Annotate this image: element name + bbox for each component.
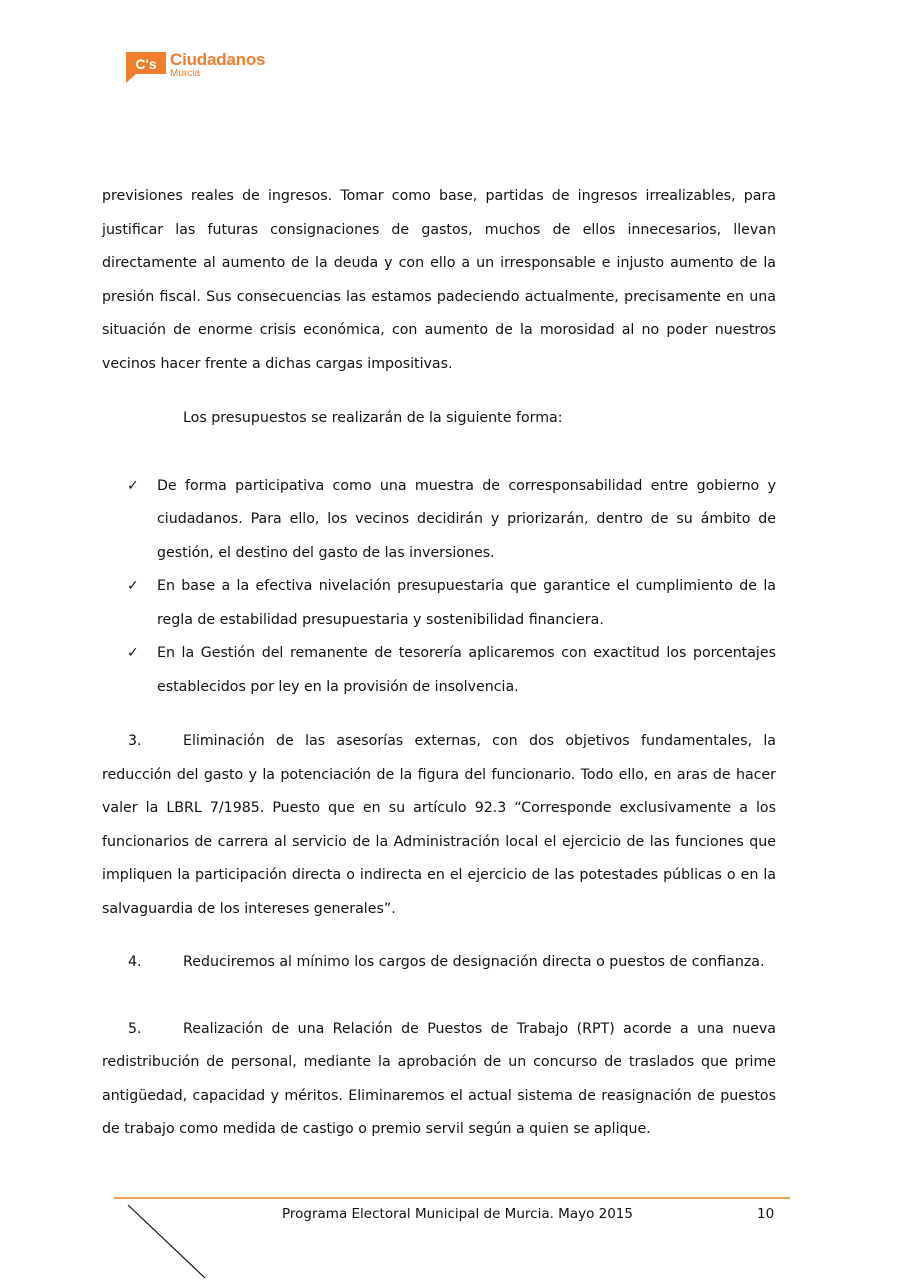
item-number: 3. <box>128 733 142 749</box>
budget-intro: Los presupuestos se realizarán de la siguiente forma: <box>183 410 563 426</box>
footer-rule <box>114 1197 790 1199</box>
footer-text: Programa Electoral Municipal de Murcia. Mayo 2015 <box>282 1206 633 1222</box>
logo-badge <box>124 50 168 84</box>
checkmark-icon: ✓ <box>127 477 139 494</box>
checklist-item-text: En base a la efectiva nivelación presupuestaria que garantice el cumplimiento de la regla de estabilidad presupuestaria y sostenibilidad financiera. <box>157 578 776 628</box>
budget-checklist <box>102 470 776 705</box>
item-text: Reduciremos al mínimo los cargos de designación directa o puestos de confianza. <box>183 954 765 970</box>
ciudadanos-logo <box>124 50 274 86</box>
numbered-item-4 <box>102 946 776 980</box>
checklist-item <box>102 570 776 637</box>
item-number: 5. <box>128 1020 142 1037</box>
checkmark-icon: ✓ <box>127 578 139 594</box>
numbered-item-5 <box>102 1013 776 1147</box>
logo-badge-text: C's <box>135 56 157 72</box>
footer-diagonal-line <box>126 1203 208 1280</box>
intro-paragraph: previsiones reales de ingresos. Tomar como base, partidas de ingresos irrealizables, para justificar las futuras consignaciones de gastos, muchos de ellos innecesarios, llevan directamente al aumento de la deuda y con ello a un irresponsable e injusto aumento de la presión fiscal. Sus consecuencias las estamos padeciendo actualmente, precisamente en una situación de enorme crisis económica, con aumento de la morosidad al no poder nuestros vecinos hacer frente a dichas cargas impositivas. <box>102 188 776 372</box>
numbered-item-3 <box>102 725 776 926</box>
checklist-item <box>102 637 776 704</box>
logo-subtitle: Murcia <box>170 68 201 79</box>
page-number: 10 <box>757 1206 775 1222</box>
checklist-item-text: En la Gestión del remanente de tesorería aplicaremos con exactitud los porcentajes establecidos por ley en la provisión de insolvencia. <box>157 645 776 695</box>
document-body <box>102 180 776 1147</box>
item-number: 4. <box>128 954 142 970</box>
checklist-item <box>102 470 776 571</box>
checkmark-icon: ✓ <box>127 645 139 661</box>
checklist-item-text: De forma participativa como una muestra de corresponsabilidad entre gobierno y ciudadanos. Para ello, los vecinos decidirán y priorizarán, dentro de su ámbito de gestión, el destino del gasto de las inversiones. <box>157 477 776 561</box>
logo-name: Ciudadanos <box>170 50 266 69</box>
item-text: Eliminación de las asesorías externas, con dos objetivos fundamentales, la reducción del gasto y la potenciación de la figura del funcionario. Todo ello, en aras de hacer valer la LBRL 7/1985. Puesto que en su artículo 92.3 “Corresponde exclusivamente a los funcionarios de carrera al servicio de la Administración local el ejercicio de las funciones que impliquen la participación directa o indirecta en el ejercicio de las potestades públicas o en la salvaguardia de los intereses generales”. <box>102 733 776 917</box>
item-text: Realización de una Relación de Puestos de Trabajo (RPT) acorde a una nueva redistribución de personal, mediante la aprobación de un concurso de traslados que prime antigüedad, capacidad y méritos. Eliminaremos el actual sistema de reasignación de puestos de trabajo como medida de castigo o premio servil según a quien se aplique. <box>102 1020 776 1137</box>
